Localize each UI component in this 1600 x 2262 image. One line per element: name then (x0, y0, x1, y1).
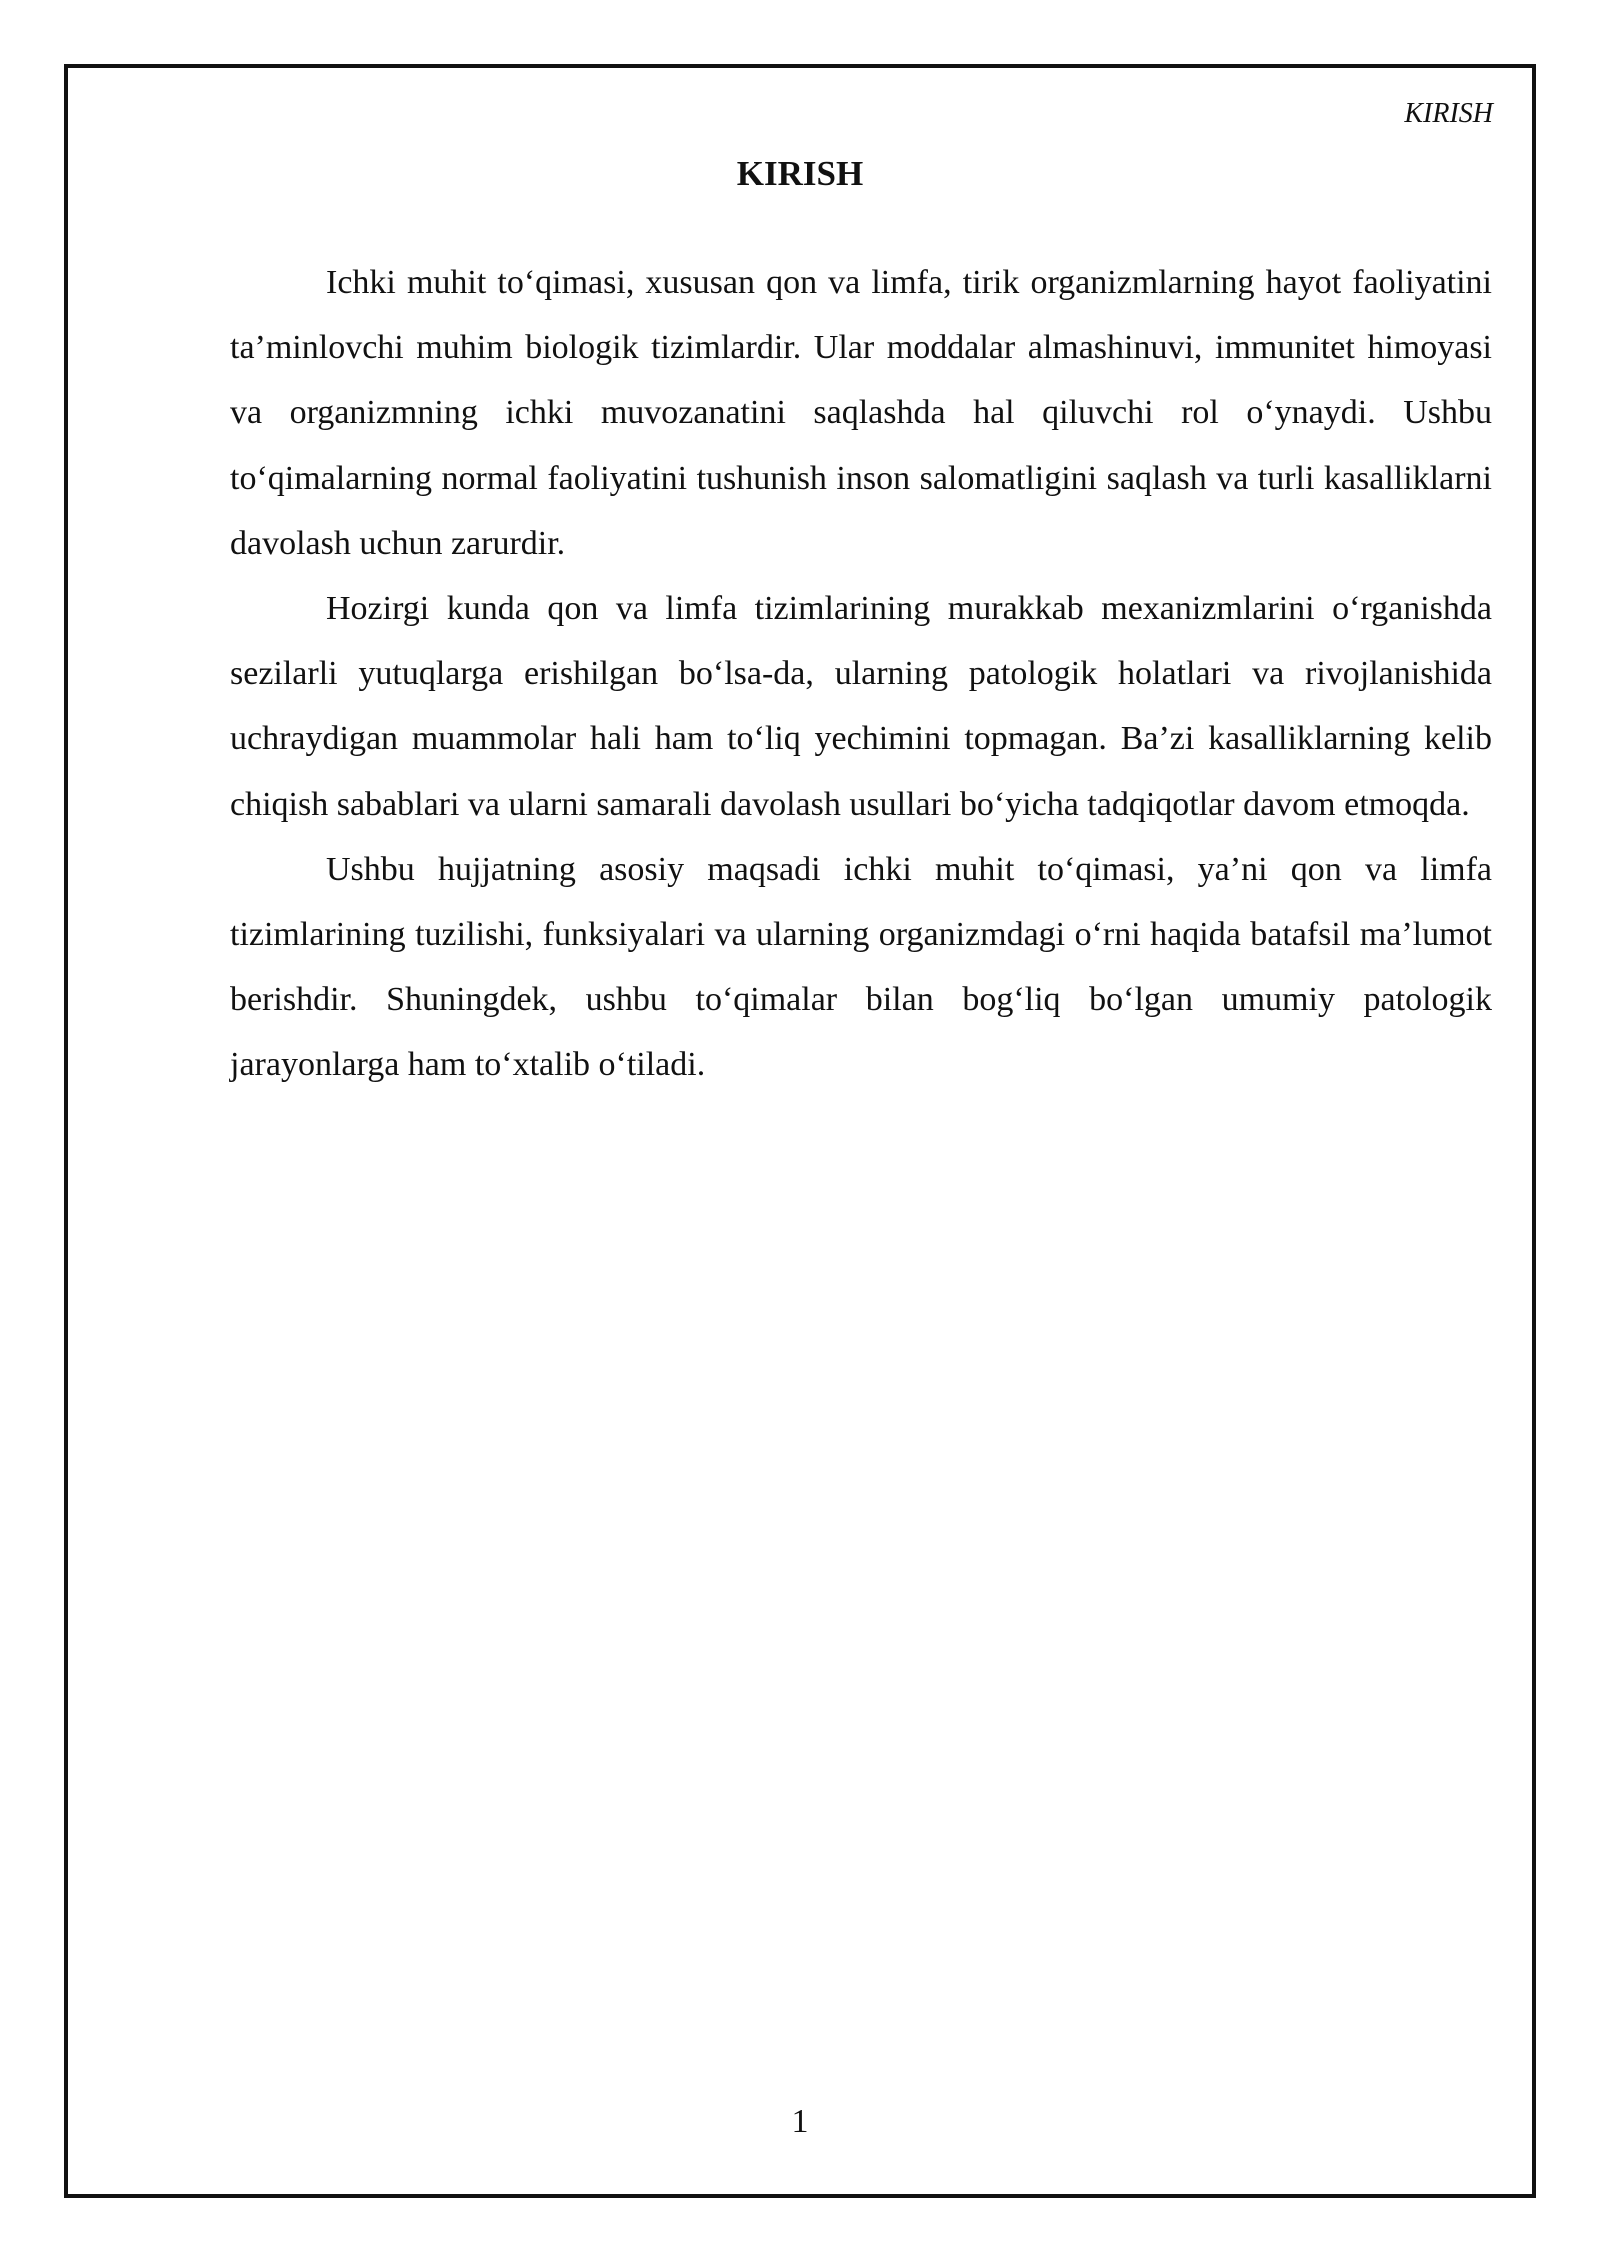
running-header: KIRISH (1404, 98, 1493, 129)
page-title: KIRISH (736, 154, 864, 193)
paragraph: Ichki muhit to‘qimasi, xususan qon va limfa, tirik organizmlarning hayot faoliyatini ta’minlovchi muhim biologik tizimlardir. Ular moddalar almashinuvi, immunitet himoyasi va organizmning ichki muvozanatini saqlashda hal qiluvchi rol o‘ynaydi. Ushbu to‘qimalarning normal faoliyatini tushunish inson salomatligini saqlash va turli kasalliklarni davolash uchun zarurdir. (230, 264, 1492, 562)
body-text (230, 250, 1492, 1098)
paragraph: Ushbu hujjatning asosiy maqsadi ichki muhit to‘qimasi, ya’ni qon va limfa tizimlarining tuzilishi, funksiyalari va ularning organizmdagi o‘rni haqida batafsil ma’lumot berishdir. Shuningdek, ushbu to‘qimalar bilan bog‘liq bo‘lgan umumiy patologik jarayonlarga ham to‘xtalib o‘tiladi. (230, 850, 1492, 1084)
page-number: 1 (791, 2103, 809, 2140)
paragraph: Hozirgi kunda qon va limfa tizimlarining murakkab mexanizmlarini o‘rganishda sezilarli yutuqlarga erishilgan bo‘lsa-da, ularning patologik holatlari va rivojlanishida uchraydigan muammolar hali ham to‘liq yechimini topmagan. Ba’zi kasalliklarning kelib chiqish sabablari va ularni samarali davolash usullari bo‘yicha tadqiqotlar davom etmoqda. (230, 590, 1492, 823)
